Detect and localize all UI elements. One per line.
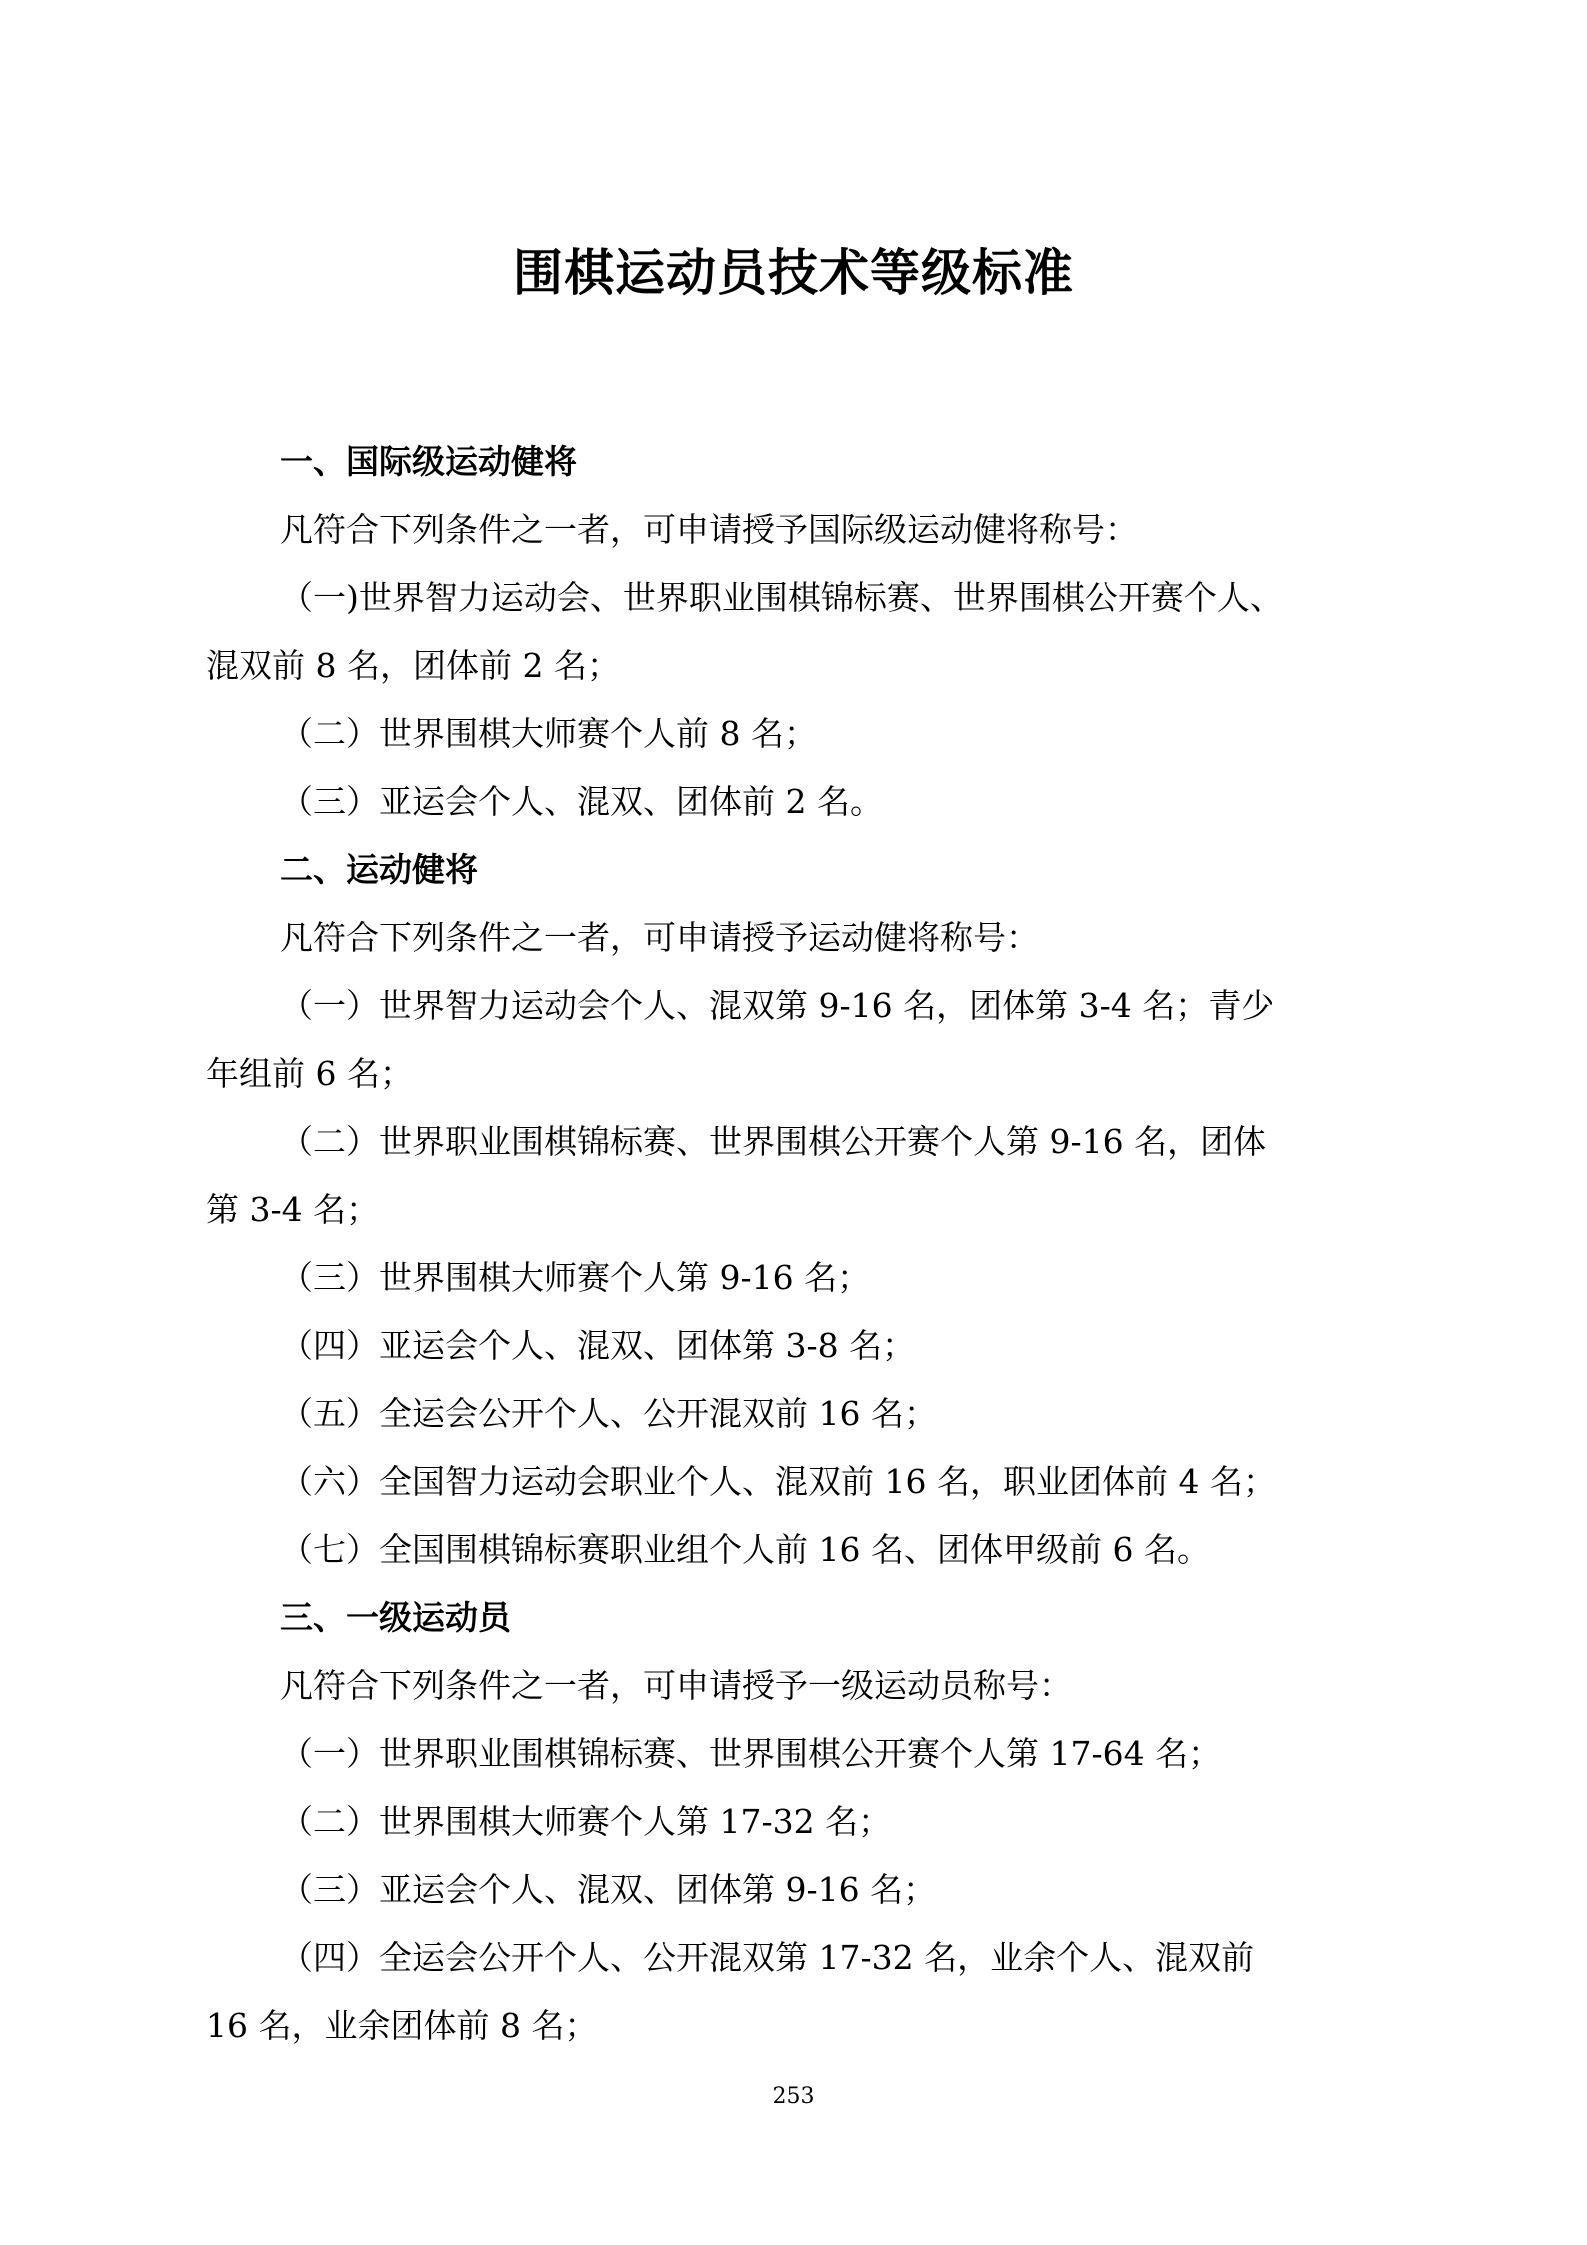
list-item: （二）世界职业围棋锦标赛、世界围棋公开赛个人第 9-16 名，团体: [280, 1122, 1267, 1161]
section-heading-master: 二、运动健将: [280, 850, 478, 889]
list-item: （一）世界智力运动会个人、混双第 9-16 名，团体第 3-4 名；青少: [280, 986, 1275, 1025]
paragraph-intro: 凡符合下列条件之一者，可申请授予国际级运动健将称号：: [280, 510, 1138, 549]
list-item: （一)世界智力运动会、世界职业围棋锦标赛、世界围棋公开赛个人、: [280, 578, 1283, 617]
list-item: （四）全运会公开个人、公开混双第 17-32 名，业余个人、混双前: [280, 1938, 1255, 1977]
list-item: （四）亚运会个人、混双、团体第 3-8 名；: [280, 1326, 916, 1365]
page-number: 253: [772, 2084, 815, 2109]
list-item-continuation: 混双前 8 名，团体前 2 名；: [206, 646, 620, 685]
list-item: （三）世界围棋大师赛个人第 9-16 名；: [280, 1258, 871, 1297]
section-heading-first-class: 三、一级运动员: [280, 1598, 511, 1637]
paragraph-intro: 凡符合下列条件之一者，可申请授予一级运动员称号：: [280, 1666, 1072, 1705]
document-title: 围棋运动员技术等级标准: [513, 244, 1074, 302]
list-item: （二）世界围棋大师赛个人第 17-32 名；: [280, 1802, 892, 1841]
document-body: [206, 428, 1394, 2060]
section-heading-international-master: 一、国际级运动健将: [280, 442, 577, 481]
list-item-continuation: 16 名，业余团体前 8 名；: [206, 2006, 598, 2045]
list-item: （五）全运会公开个人、公开混双前 16 名；: [280, 1394, 937, 1433]
list-item: （六）全国智力运动会职业个人、混双前 16 名，职业团体前 4 名；: [280, 1462, 1276, 1501]
list-item: （一）世界职业围棋锦标赛、世界围棋公开赛个人第 17-64 名；: [280, 1734, 1222, 1773]
paragraph-intro: 凡符合下列条件之一者，可申请授予运动健将称号：: [280, 918, 1039, 957]
list-item-continuation: 年组前 6 名；: [206, 1054, 413, 1093]
list-item: （七）全国围棋锦标赛职业组个人前 16 名、团体甲级前 6 名。: [280, 1530, 1210, 1569]
list-item: （三）亚运会个人、混双、团体第 9-16 名；: [280, 1870, 937, 1909]
list-item: （三）亚运会个人、混双、团体前 2 名。: [280, 782, 883, 821]
list-item-continuation: 第 3-4 名；: [206, 1190, 380, 1229]
list-item: （二）世界围棋大师赛个人前 8 名；: [280, 714, 817, 753]
